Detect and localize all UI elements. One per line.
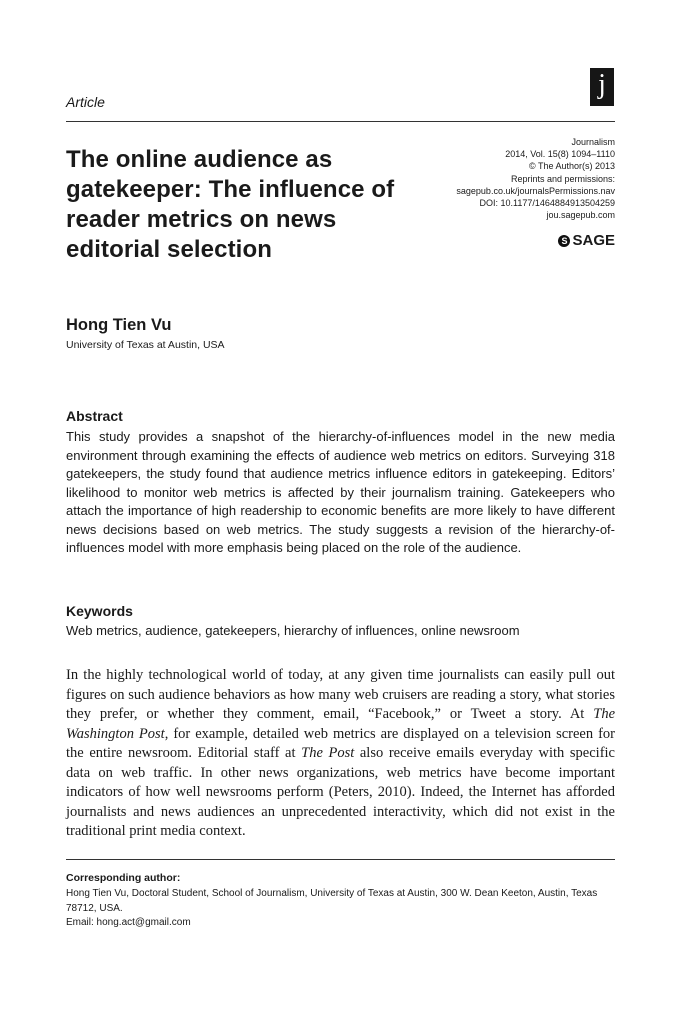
body-text: , for example, detailed web metrics are displayed on a television screen for the entire newsroom. Editorial staff at <box>66 725 615 761</box>
copyright-notice: © The Author(s) 2013 <box>528 161 615 172</box>
abstract-heading: Abstract <box>66 408 123 424</box>
journal-name: Journalism <box>571 137 615 147</box>
corresponding-author-email[interactable]: Email: hong.act@gmail.com <box>66 917 191 928</box>
author-name: Hong Tien Vu <box>66 316 172 334</box>
publisher-name: SAGE <box>572 232 615 249</box>
publisher-logo <box>558 232 615 249</box>
volume-info: 2014, Vol. 15(8) 1094–1110 <box>505 149 615 160</box>
corresponding-author-address: Hong Tien Vu, Doctoral Student, School of Journalism, University of Texas at Austin, 300 W. Dean Keeton, Austin, Texas 78712, USA. <box>66 888 598 914</box>
doi[interactable]: DOI: 10.1177/1464884913504259 <box>479 198 615 209</box>
journal-site-link[interactable]: jou.sagepub.com <box>546 210 615 221</box>
keywords-text: Web metrics, audience, gatekeepers, hierarchy of influences, online newsroom <box>66 623 520 638</box>
permissions-link[interactable]: sagepub.co.uk/journalsPermissions.nav <box>456 185 615 196</box>
publication-name: The Washington Post <box>66 706 615 742</box>
publication-name: The Post <box>301 745 355 761</box>
abstract-text: This study provides a snapshot of the hierarchy-of-influences model in the new media environment through examining the effects of audience web metrics on editors. Surveying 318 gatekeepers, the study found that audience metrics influence editors in gatekeeping. Editors’ likelihood to monitor web metrics is affected by their journalism training. Gatekeepers who attach the importance of high readership to economic benefits are more likely to have different news decisions based on web metrics. The study suggests a revision of the hierarchy-of-influences model with more emphasis being placed on the role of the audience. <box>66 429 615 555</box>
body-text: In the highly technological world of today, at any given time journalists can easily pull out figures on such audience behaviors as how many web cruisers are reading a story, what stories they prefer, or whether they comment, email, “Facebook,” or Tweet a story. At <box>66 667 615 722</box>
article-type-label: Article <box>66 94 105 110</box>
author-affiliation: University of Texas at Austin, USA <box>66 339 225 351</box>
journal-logo-icon: j <box>590 68 614 106</box>
body-paragraph <box>66 666 615 842</box>
corresponding-author-details <box>66 887 615 931</box>
reprints-label: Reprints and permissions: <box>510 173 615 184</box>
header-divider <box>66 121 615 122</box>
corresponding-author-heading: Corresponding author: <box>66 872 181 884</box>
body-text: also receive emails everyday with specific data on web traffic. In other news organizations, web metrics have become important indicators of how well newsrooms perform (Peters, 2010). Indeed, the Internet has afforded journalists and news audiences an unprecedented interactivity, which did not exist in the traditional print media context. <box>66 745 615 839</box>
sage-icon: S <box>558 235 570 247</box>
paper-title: The online audience as gatekeeper: The influence of reader metrics on news editorial selection <box>66 146 395 263</box>
keywords-heading: Keywords <box>66 603 133 619</box>
footnote-divider <box>66 859 615 860</box>
publication-meta <box>456 136 615 221</box>
